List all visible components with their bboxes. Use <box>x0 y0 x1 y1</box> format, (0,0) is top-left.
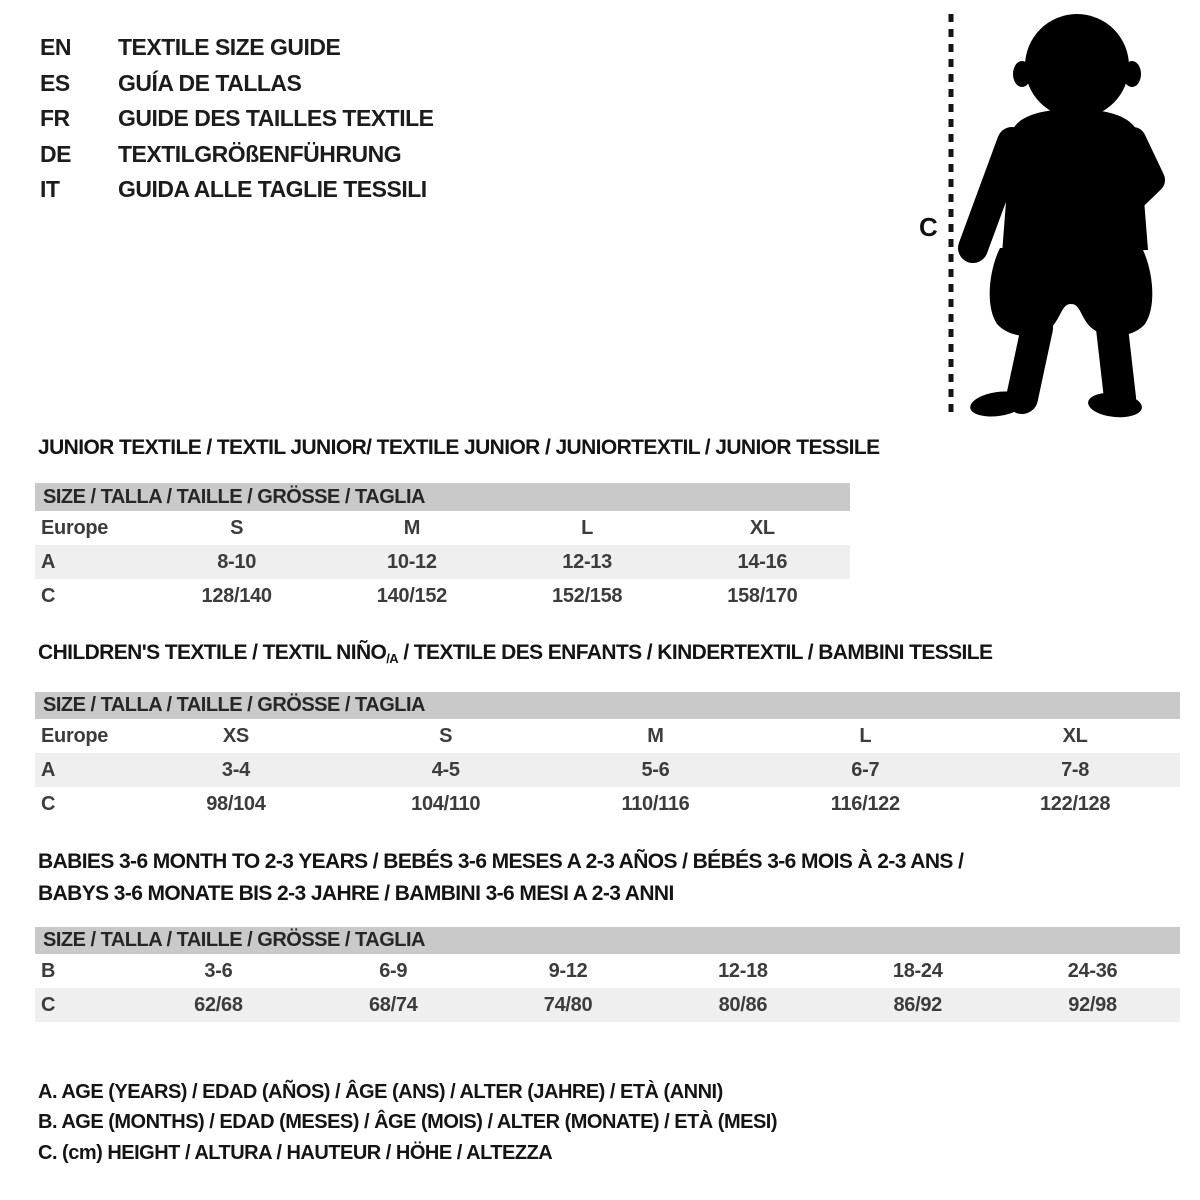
language-code: EN <box>40 34 71 61</box>
row-label-cell: C <box>41 584 56 607</box>
language-label: GUIDA ALLE TAGLIE TESSILI <box>118 176 427 203</box>
table-row <box>35 954 1180 988</box>
row-label-cell: A <box>41 758 56 781</box>
table-cell: 92/98 <box>1068 993 1117 1016</box>
junior-table-title: JUNIOR TEXTILE / TEXTIL JUNIOR/ TEXTILE JUNIOR / JUNIORTEXTIL / JUNIOR TESSILE <box>38 436 880 459</box>
table-row <box>35 719 1180 753</box>
table-cell: 98/104 <box>206 792 266 815</box>
table-row <box>35 753 1180 787</box>
language-code: FR <box>40 105 70 132</box>
table-row <box>35 988 1180 1022</box>
table-cell: 14-16 <box>737 550 788 573</box>
table-cell: 3-4 <box>221 758 250 781</box>
table-cell: S <box>230 516 244 539</box>
language-row <box>40 101 434 137</box>
row-label-cell: C <box>41 792 56 815</box>
table-cell: XS <box>222 724 249 747</box>
language-label: TEXTILE SIZE GUIDE <box>118 34 341 61</box>
table-cell: 152/158 <box>552 584 623 607</box>
junior-size-table <box>35 483 850 613</box>
table-cell: 80/86 <box>718 993 768 1016</box>
table-cell: M <box>403 516 421 539</box>
table-row <box>35 787 1180 821</box>
table-cell: 116/122 <box>830 792 900 815</box>
row-label-cell: A <box>41 550 56 573</box>
table-cell: 128/140 <box>201 584 272 607</box>
table-cell: 62/68 <box>194 993 243 1016</box>
table-cell: XL <box>1062 724 1088 747</box>
table-cell: 8-10 <box>217 550 257 573</box>
table-cell: 3-6 <box>204 959 233 982</box>
language-title-block <box>40 30 434 208</box>
baby-figure <box>905 8 1170 428</box>
legend-line-a: A. AGE (YEARS) / EDAD (AÑOS) / ÂGE (ANS) / ALTER (JAHRE) / ETÀ (ANNI) <box>38 1080 723 1103</box>
table-cell: 68/74 <box>368 993 418 1016</box>
table-cell: 4-5 <box>431 758 460 781</box>
table-row <box>35 511 850 545</box>
babies-table-title-line2: BABYS 3-6 MONATE BIS 2-3 JAHRE / BAMBINI 3-6 MESI A 2-3 ANNI <box>38 882 674 905</box>
table-cell: M <box>647 724 664 747</box>
language-code: IT <box>40 176 60 203</box>
measurement-legend <box>38 1077 777 1169</box>
language-row <box>40 172 434 208</box>
language-code: DE <box>40 140 71 167</box>
table-cell: 104/110 <box>411 792 481 815</box>
size-header-bar: SIZE / TALLA / TAILLE / GRÖSSE / TAGLIA <box>35 483 850 511</box>
table-cell: 122/128 <box>1039 792 1111 815</box>
table-cell: L <box>581 516 594 539</box>
table-cell: 140/152 <box>376 584 447 607</box>
children-title-text: CHILDREN'S TEXTILE / TEXTIL NIÑO <box>38 641 387 664</box>
legend-line-b: B. AGE (MONTHS) / EDAD (MESES) / ÂGE (MOIS) / ALTER (MONATE) / ETÀ (MESI) <box>38 1111 778 1134</box>
table-cell: 24-36 <box>1067 959 1118 982</box>
table-cell: 7-8 <box>1061 758 1090 781</box>
table-cell: 6-7 <box>851 758 880 781</box>
babies-table-title-line1: BABIES 3-6 MONTH TO 2-3 YEARS / BEBÉS 3-6 MESES A 2-3 AÑOS / BÉBÉS 3-6 MOIS À 2-3 ANS / <box>38 850 964 873</box>
table-cell: L <box>859 724 872 747</box>
legend-line-c: C. (cm) HEIGHT / ALTURA / HAUTEUR / HÖHE / ALTEZZA <box>38 1141 553 1164</box>
row-label-cell: Europe <box>41 516 109 539</box>
language-row <box>40 137 434 173</box>
row-label-cell: B <box>41 959 56 982</box>
table-cell: 10-12 <box>387 550 437 573</box>
language-label: GUIDE DES TAILLES TEXTILE <box>118 105 434 132</box>
table-row <box>35 579 850 613</box>
table-cell: XL <box>749 516 775 539</box>
table-cell: 12-13 <box>562 550 612 573</box>
table-cell: 86/92 <box>893 993 942 1016</box>
table-cell: 18-24 <box>892 959 943 982</box>
table-row <box>35 545 850 579</box>
height-label: C <box>919 212 938 242</box>
size-header-bar: SIZE / TALLA / TAILLE / GRÖSSE / TAGLIA <box>35 927 1180 954</box>
table-cell: 110/116 <box>621 792 690 815</box>
children-title-subscript: /A <box>386 651 399 666</box>
children-table-title <box>38 641 992 665</box>
table-cell: S <box>439 724 453 747</box>
table-cell: 5-6 <box>641 758 670 781</box>
table-cell: 6-9 <box>379 959 408 982</box>
table-cell: 74/80 <box>543 993 593 1016</box>
row-label-cell: Europe <box>41 724 109 747</box>
size-header-bar: SIZE / TALLA / TAILLE / GRÖSSE / TAGLIA <box>35 692 1180 719</box>
table-cell: 12-18 <box>718 959 768 982</box>
table-cell: 9-12 <box>548 959 588 982</box>
toddler-silhouette-icon <box>905 8 1170 428</box>
language-code: ES <box>40 69 70 96</box>
row-label-cell: C <box>41 993 56 1016</box>
table-cell: 158/170 <box>727 584 798 607</box>
babies-size-table <box>35 927 1180 1022</box>
language-row <box>40 66 434 102</box>
children-size-table <box>35 692 1180 821</box>
children-title-text: / TEXTILE DES ENFANTS / KINDERTEXTIL / BAMBINI TESSILE <box>398 641 993 664</box>
language-label: GUÍA DE TALLAS <box>118 69 302 96</box>
language-label: TEXTILGRÖßENFÜHRUNG <box>118 140 402 167</box>
toddler-body <box>969 14 1153 420</box>
language-row <box>40 30 434 66</box>
